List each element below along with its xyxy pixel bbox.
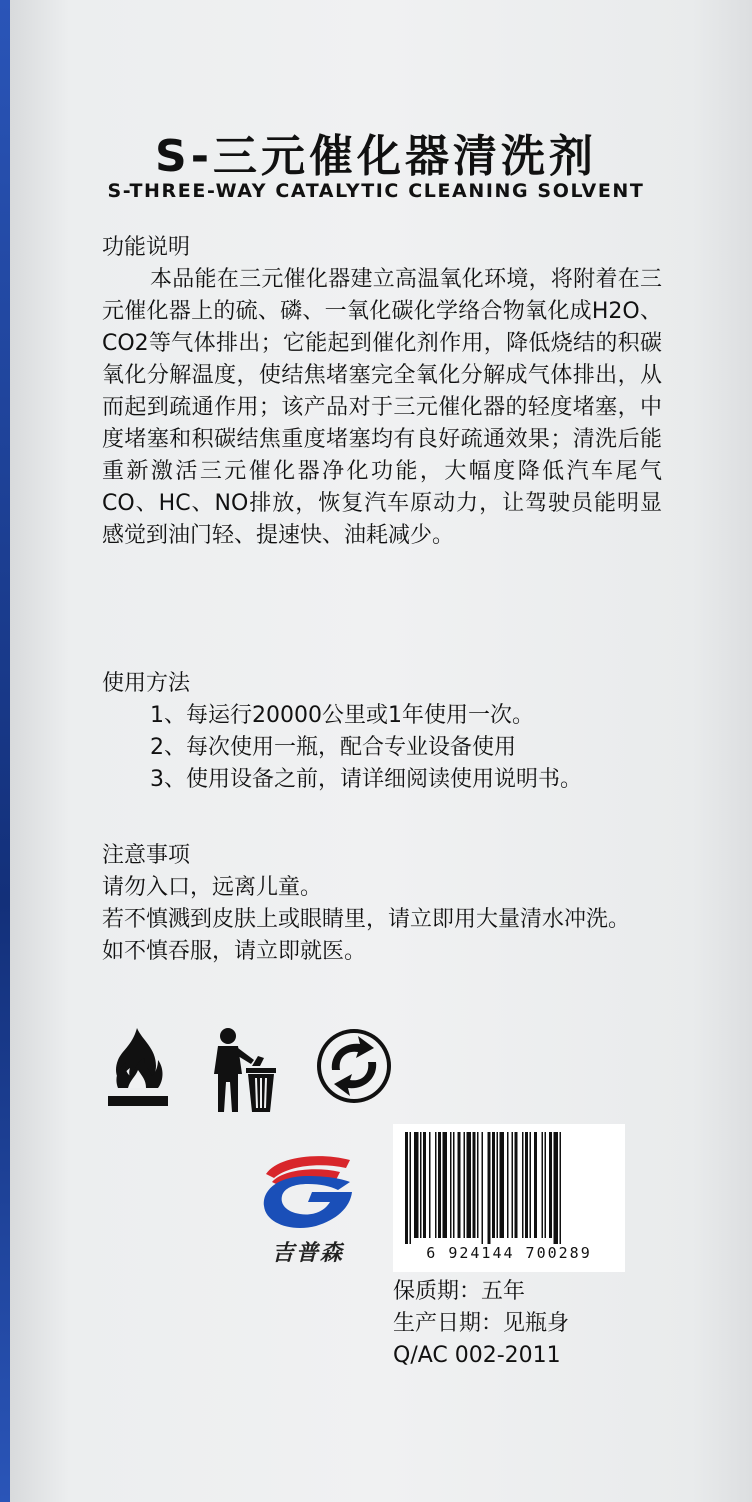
barcode-bar: [560, 1132, 562, 1244]
barcode-bar: [414, 1132, 419, 1238]
barcode-bar: [410, 1132, 412, 1244]
standard-code: Q/AC 002-2011: [393, 1343, 561, 1368]
production-date: 生产日期：见瓶身: [393, 1311, 570, 1336]
caution-line: 如不慎吞服，请立即就医。: [102, 939, 367, 964]
usage-item: 3、使用设备之前，请详细阅读使用说明书。: [150, 767, 582, 792]
barcode-bars: [403, 1132, 615, 1244]
barcode-bar: [482, 1132, 484, 1244]
caution-line: 请勿入口，远离儿童。: [102, 875, 323, 900]
barcode-bar: [438, 1132, 441, 1238]
brand-logo-mark: [258, 1150, 358, 1236]
barcode-bar: [450, 1132, 452, 1238]
usage-section: [102, 668, 662, 796]
barcode-bar: [443, 1132, 448, 1238]
barcode-bar: [429, 1132, 431, 1238]
usage-heading: 使用方法: [102, 671, 191, 696]
warning-icons: [104, 1026, 404, 1118]
barcode-bar: [497, 1132, 499, 1238]
barcode-bar: [467, 1132, 472, 1238]
barcode-bar: [453, 1132, 455, 1238]
shelf-life: 保质期：五年: [393, 1279, 526, 1304]
caution-heading: 注意事项: [102, 843, 191, 868]
barcode-bar: [420, 1132, 422, 1238]
barcode-bar: [500, 1132, 505, 1238]
barcode-bar: [405, 1132, 408, 1244]
barcode-bar: [458, 1132, 461, 1238]
barcode-bar: [492, 1132, 495, 1238]
barcode-bar: [530, 1132, 532, 1238]
barcode-bar: [473, 1132, 476, 1238]
barcode-bar: [477, 1132, 479, 1238]
barcode-bar: [549, 1132, 552, 1238]
function-heading: 功能说明: [102, 235, 191, 260]
function-section: [102, 232, 662, 552]
barcode-bar: [488, 1132, 491, 1244]
barcode-bar: [423, 1132, 426, 1238]
barcode-bar: [464, 1132, 466, 1238]
usage-item: 2、每次使用一瓶，配合专业设备使用: [150, 735, 516, 760]
function-text: 本品能在三元催化器建立高温氧化环境，将附着在三元催化器上的硫、磷、一氧化碳化学络合物氧化成H2O、CO2等气体排出；它能起到催化剂作用，降低烧结的积碳氧化分解温度，使结焦堵塞完全氧化分解成气体排出，从而起到疏通作用；该产品对于三元催化器的轻度堵塞，中度堵塞和积碳结焦重度堵塞均有良好疏通效果；清洗后能重新激活三元催化器净化功能，大幅度降低汽车尾气CO、HC、NO排放，恢复汽车原动力，让驾驶员能明显感觉到油门轻、提速快、油耗减少。: [102, 267, 662, 548]
barcode-number: 6 924144 700289: [426, 1244, 592, 1262]
barcode-bar: [554, 1132, 559, 1244]
recycle-icon: [314, 1026, 394, 1106]
brand-logo: [258, 1150, 358, 1265]
barcode-bar: [515, 1132, 518, 1238]
product-title-en: S-THREE-WAY CATALYTIC CLEANING SOLVENT: [107, 180, 645, 202]
barcode-bar: [435, 1132, 437, 1238]
caution-line: 若不慎溅到皮肤上或眼睛里，请立即用大量清水冲洗。: [102, 907, 631, 932]
barcode-bar: [512, 1132, 514, 1238]
product-info: [393, 1276, 569, 1372]
caution-section: [102, 840, 662, 968]
usage-item: 1、每运行20000公里或1年使用一次。: [150, 703, 534, 728]
flammable-icon: [104, 1026, 170, 1116]
barcode-bar: [534, 1132, 537, 1238]
barcode-bar: [525, 1132, 528, 1238]
barcode-bar: [542, 1132, 544, 1238]
barcode-bar: [522, 1132, 524, 1238]
brand-name: 吉普森: [271, 1241, 344, 1266]
product-title-cn: S-三元催化器清洗剂: [155, 131, 597, 182]
barcode: [393, 1124, 625, 1272]
dispose-bin-icon: [208, 1026, 278, 1116]
left-edge-strip: [0, 0, 10, 1502]
barcode-bar: [507, 1132, 509, 1238]
barcode-bar: [545, 1132, 547, 1238]
